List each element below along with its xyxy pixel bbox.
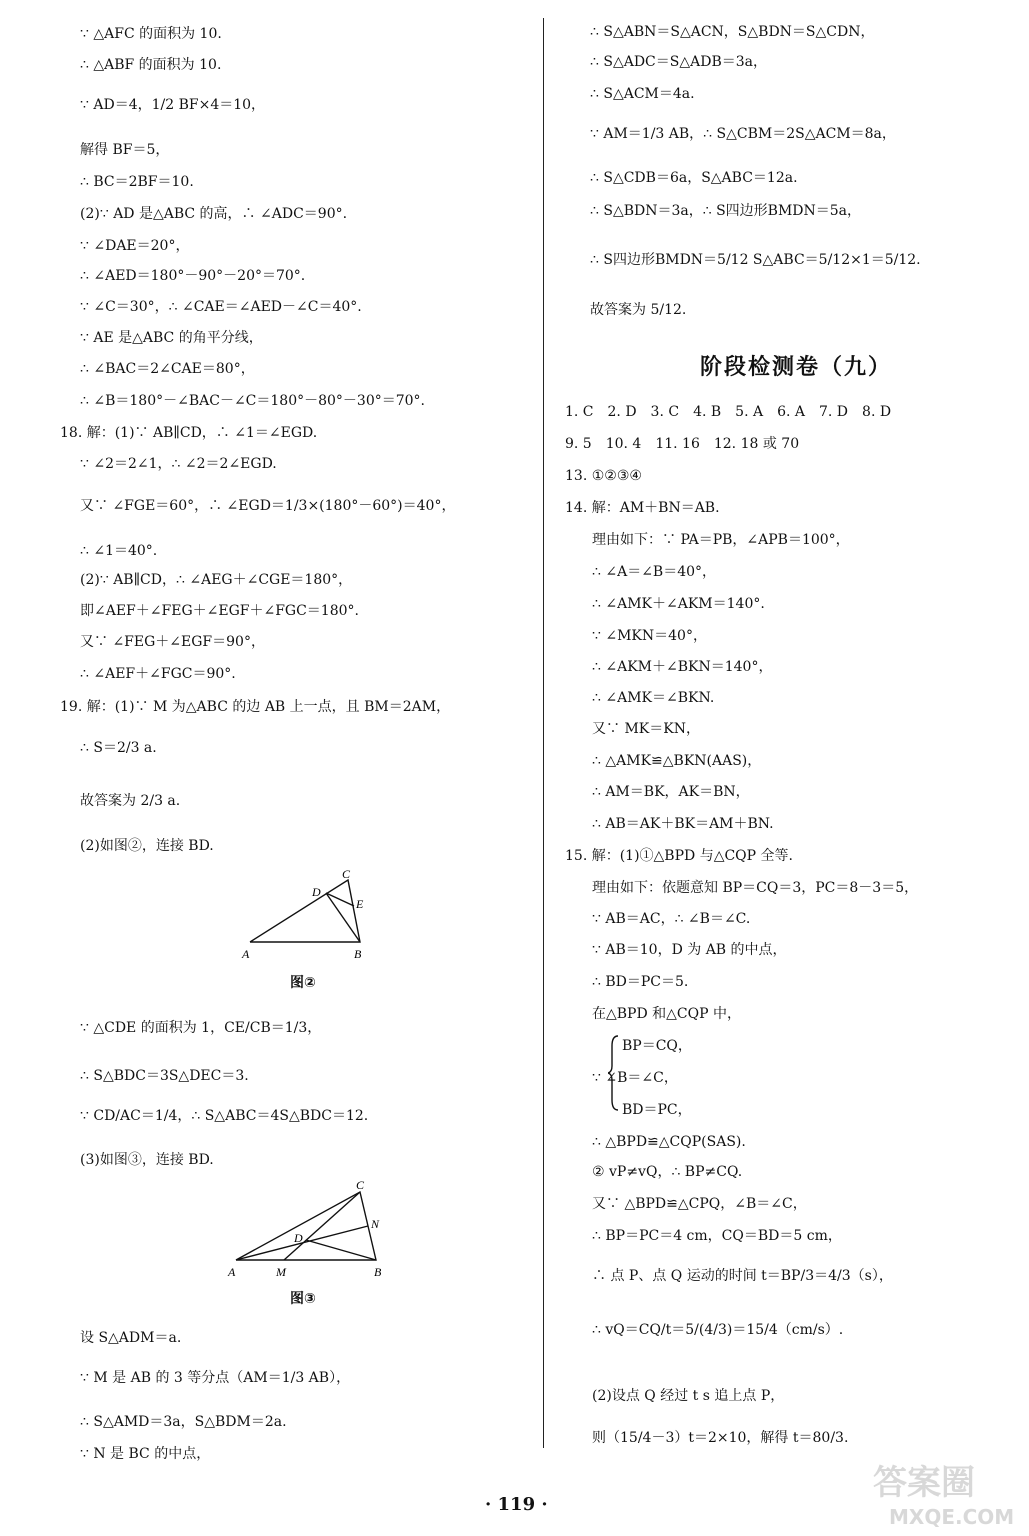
- text-line: ∴ S△BDC＝3S△DEC＝3.: [80, 1068, 249, 1084]
- text-line: ∴ vQ＝CQ/t＝5/(4/3)＝15/4（cm/s）.: [592, 1322, 844, 1338]
- text-line: BP＝CQ，: [622, 1038, 692, 1054]
- text-line: ∴ △BPD≌△CQP(SAS).: [592, 1134, 746, 1150]
- text-line: 设 S△ADM＝a.: [80, 1330, 182, 1346]
- text-line: ∵ AM＝1/3 AB，∴ S△CBM＝2S△ACM＝8a，: [590, 126, 896, 142]
- text-line: 故答案为 2/3 a.: [80, 793, 181, 809]
- text-line: ∴ S△BDN＝3a，∴ S四边形BMDN＝5a，: [590, 203, 862, 219]
- fig3-label-n: N: [371, 1217, 380, 1231]
- text-line: ∴ AB＝AK＋BK＝AM＋BN.: [592, 816, 774, 832]
- text-line: 即∠AEF＋∠FEG＋∠EGF＋∠FGC＝180°.: [80, 603, 359, 619]
- text-line: ∵ ∠C＝30°，∴ ∠CAE＝∠AED－∠C＝40°.: [80, 299, 362, 315]
- text-line: ∴ S＝2/3 a.: [80, 740, 157, 756]
- text-line: ∴ ∠1＝40°.: [80, 543, 158, 559]
- figure-3-diagram: [224, 1176, 394, 1286]
- text-line: 又∵ ∠FEG＋∠EGF＝90°，: [80, 634, 265, 650]
- text-line: ∴ AM＝BK，AK＝BN，: [592, 784, 750, 800]
- text-line: 1. C 2. D 3. C 4. B 5. A 6. A 7. D 8. D: [565, 404, 892, 420]
- text-line: ∵ CD/AC＝1/4，∴ S△ABC＝4S△BDC＝12.: [80, 1108, 369, 1124]
- text-line: ∴ ∠B＝180°－∠BAC－∠C＝180°－80°－30°＝70°.: [80, 393, 425, 409]
- text-line: ∵ AB＝AC，∴ ∠B＝∠C.: [592, 911, 751, 927]
- text-line: 又∵ ∠FGE＝60°，∴ ∠EGD＝1/3×(180°－60°)＝40°，: [80, 498, 456, 514]
- text-line: 故答案为 5/12.: [590, 302, 687, 318]
- text-line: 又∵ △BPD≌△CPQ，∠B＝∠C，: [592, 1196, 807, 1212]
- text-line: (2)如图②，连接 BD.: [80, 838, 214, 854]
- text-line: 理由如下：依题意知 BP＝CQ＝3，PC＝8－3＝5，: [592, 880, 919, 896]
- column-divider: [543, 18, 544, 1448]
- text-line: ∴ ∠AKM＋∠BKN＝140°，: [592, 659, 773, 675]
- fig2-label-b: B: [354, 947, 362, 961]
- text-line: ∴ ∠AEF＋∠FGC＝90°.: [80, 666, 236, 682]
- figure-2-diagram: [238, 866, 378, 966]
- text-line: 解得 BF＝5，: [80, 142, 170, 158]
- text-line: ∵ △AFC 的面积为 10.: [80, 26, 222, 42]
- text-line: ∵ ∠MKN＝40°，: [592, 628, 707, 644]
- text-line: 19. 解：(1)∵ M 为△ABC 的边 AB 上一点，且 BM＝2AM，: [60, 699, 451, 715]
- text-line: 则（15/4－3）t＝2×10，解得 t＝80/3.: [592, 1430, 849, 1446]
- text-line: ∴ ∠AMK＝∠BKN.: [592, 690, 715, 706]
- fig3-label-c: C: [356, 1178, 365, 1192]
- text-line: ② vP≠vQ，∴ BP≠CQ.: [592, 1164, 743, 1180]
- figure-2-caption: 图②: [290, 975, 316, 991]
- text-line: 18. 解：(1)∵ AB∥CD，∴ ∠1＝∠EGD.: [60, 425, 318, 441]
- fig3-label-a: A: [228, 1265, 236, 1279]
- page-number: · 119 ·: [485, 1494, 548, 1515]
- text-line: (2)∵ AB∥CD，∴ ∠AEG＋∠CGE＝180°，: [80, 572, 353, 588]
- text-line: ∵ ∠DAE＝20°，: [80, 238, 190, 254]
- text-line: ∵ AD＝4，1/2 BF×4＝10，: [80, 97, 266, 113]
- text-line: ∴ S△ADC＝S△ADB＝3a，: [590, 54, 767, 70]
- text-line: ∴ ∠AED＝180°－90°－20°＝70°.: [80, 268, 306, 284]
- text-line: (2)∵ AD 是△ABC 的高，∴ ∠ADC＝90°.: [80, 206, 348, 222]
- text-line: ∴ S△ACM＝4a.: [590, 86, 695, 102]
- text-line: ∴ △ABF 的面积为 10.: [80, 57, 222, 73]
- text-line: ∵ AB＝10，D 为 AB 的中点，: [592, 942, 787, 958]
- text-line: ∴ BP＝PC＝4 cm，CQ＝BD＝5 cm，: [592, 1228, 842, 1244]
- fig3-label-b: B: [374, 1265, 382, 1279]
- text-line: ∴ S△ABN＝S△ACN，S△BDN＝S△CDN，: [590, 24, 875, 40]
- text-line: 9. 5 10. 4 11. 16 12. 18 或 70: [565, 436, 800, 452]
- watermark-sub: MXQE.COM: [889, 1505, 1015, 1529]
- text-line: ∴ △AMK≌△BKN(AAS)，: [592, 753, 762, 769]
- text-line: 14. 解：AM＋BN＝AB.: [565, 500, 720, 516]
- text-line: ∴ BD＝PC＝5.: [592, 974, 689, 990]
- system-brace: [608, 1034, 620, 1112]
- text-line: ∵ ∠B＝∠C，: [592, 1070, 678, 1086]
- text-line: ∴ S△AMD＝3a，S△BDM＝2a.: [80, 1414, 287, 1430]
- text-line: ∴ 点 P、点 Q 运动的时间 t＝BP/3＝4/3（s），: [592, 1268, 893, 1284]
- fig2-label-e: E: [356, 897, 364, 911]
- text-line: ∵ N 是 BC 的中点，: [80, 1446, 211, 1462]
- text-line: ∴ S△CDB＝6a，S△ABC＝12a.: [590, 170, 798, 186]
- fig2-label-c: C: [342, 867, 351, 881]
- text-line: ∴ ∠A＝∠B＝40°，: [592, 564, 717, 580]
- text-line: ∴ ∠BAC＝2∠CAE＝80°，: [80, 361, 255, 377]
- text-line: 理由如下：∵ PA＝PB，∠APB＝100°，: [592, 532, 850, 548]
- text-line: ∵ M 是 AB 的 3 等分点（AM＝1/3 AB），: [80, 1370, 351, 1386]
- text-line: ∵ ∠2＝2∠1，∴ ∠2＝2∠EGD.: [80, 456, 277, 472]
- text-line: ∴ S四边形BMDN＝5/12 S△ABC＝5/12×1＝5/12.: [590, 252, 921, 268]
- text-line: (2)设点 Q 经过 t s 追上点 P，: [592, 1388, 785, 1404]
- text-line: ∴ BC＝2BF＝10.: [80, 174, 194, 190]
- watermark-logo: [867, 1452, 1017, 1532]
- text-line: BD＝PC，: [622, 1102, 692, 1118]
- text-line: 13. ①②③④: [565, 468, 642, 484]
- text-line: 在△BPD 和△CQP 中，: [592, 1006, 741, 1022]
- text-line: ∴ ∠AMK＋∠AKM＝140°.: [592, 596, 765, 612]
- text-line: (3)如图③，连接 BD.: [80, 1152, 214, 1168]
- fig3-label-d: D: [294, 1231, 303, 1245]
- text-line: ∵ △CDE 的面积为 1，CE/CB＝1/3，: [80, 1020, 322, 1036]
- text-line: 15. 解：(1)①△BPD 与△CQP 全等.: [565, 848, 793, 864]
- fig2-label-d: D: [312, 885, 321, 899]
- fig2-label-a: A: [242, 947, 250, 961]
- text-line: 又∵ MK＝KN，: [592, 721, 700, 737]
- figure-3-caption: 图③: [290, 1291, 316, 1307]
- text-line: ∵ AE 是△ABC 的角平分线，: [80, 330, 263, 346]
- fig3-label-m: M: [276, 1265, 286, 1279]
- section-title: 阶段检测卷（九）: [700, 355, 893, 380]
- watermark-text: 答案圈: [873, 1463, 975, 1503]
